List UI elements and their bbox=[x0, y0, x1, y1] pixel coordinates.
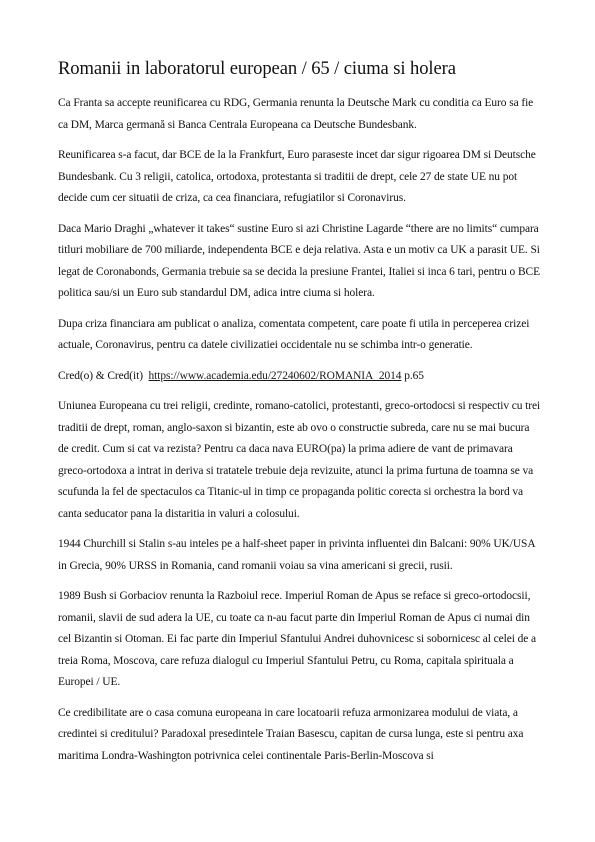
paragraph: Ca Franta sa accepte reunificarea cu RDG, Germania renunta la Deutsche Mark cu conditia ca Euro sa fie ca DM, Marca germană si Banca Centrala Europeana ca Deutsche Bundesbank. bbox=[58, 97, 534, 131]
paragraph: Daca Mario Draghi „whatever it takes“ sustine Euro si azi Christine Lagarde “there are no limits“ cumpara titluri mobiliare de 700 miliarde, independenta BCE e deja relativa. Asta e un motiv ca UK a parasit UE. Si legat de Coronabonds, Germania trebuie sa se decida la presiune Frantei, Italiei si inca 6 tari, pentru o BCE politica sau/si un Euro sub standardul DM, adica intre ciuma si holera. bbox=[58, 222, 540, 299]
reference-link[interactable]: https://www.academia.edu/27240602/ROMANIA_2014 bbox=[148, 369, 402, 382]
document-body bbox=[58, 93, 542, 776]
paragraph: 1944 Churchill si Stalin s-au inteles pe a half-sheet paper in privinta influentei din Balcani: 90% UK/USA in Grecia, 90% URSS in Romania, cand romanii voiau sa vina americani si grecii, rusii. bbox=[58, 538, 535, 572]
paragraph: Reunificarea s-a facut, dar BCE de la la Frankfurt, Euro paraseste incet dar sigur rigoarea DM si Deutsche Bundesbank. Cu 3 religii, catolica, ortodoxa, protestanta si traditii de drept, cele 27 de state UE nu pot decide cum cer situatii de criza, ca cea financiara, refugiatilor si Coronavirus. bbox=[58, 149, 536, 204]
page-title: Romanii in laboratorul european / 65 / ciuma si holera bbox=[58, 58, 456, 79]
paragraph: Uniunea Europeana cu trei religii, credinte, romano-catolici, protestanti, greco-ortodocsi si respectiv cu trei traditii de drept, roman, anglo-saxon si bizantin, este ab ovo o constructie subreda, care nu se mai bucura de credit. Cum si cat va rezista? Pentru ca daca nava EURO(pa) la prima adiere de vant de primavara greco-ortodoxa a intrat in deriva si tratatele trebuie deja revizuite, atunci la prima furtuna de toamna se va scufunda la fel de spectaculos ca Titanic-ul in timp ce propaganda politic corecta si orchestra la bord va canta seducator pana la distaritia in valuri a colosului. bbox=[58, 400, 541, 520]
reference-suffix: p.65 bbox=[404, 369, 424, 382]
paragraph: 1989 Bush si Gorbaciov renunta la Razboiul rece. Imperiul Roman de Apus se reface si greco-ortodocsii, romanii, slavii de sud adera la UE, cu toate ca n-au facut parte din Imperiul Roman de Apus ci numai din cel Bizantin si Otoman. Ei fac parte din Imperiul Sfantului Andrei duhovnicesc si sobornicesc al celei de a treia Roma, Moscova, care refuza dialogul cu Imperiul Sfantului Petru, cu Roma, capitala spirituala a Europei / UE. bbox=[58, 590, 537, 688]
reference-line bbox=[58, 366, 542, 388]
paragraph: Dupa criza financiara am publicat o analiza, comentata competent, care poate fi utila in perceperea crizei actuale, Coronavirus, pentru ca datele civilizatiei occidentale nu se schimba intr-o generatie. bbox=[58, 317, 530, 351]
reference-prefix: Cred(o) & Cred(it) bbox=[58, 369, 143, 382]
paragraph: Ce credibilitate are o casa comuna europeana in care locatoarii refuza armonizarea modului de viata, a credintei si creditului? Paradoxal presedintele Traian Basescu, capitan de cursa lunga, este si pentru axa maritima Londra-Washington potrivnica celei continentale Paris-Berlin-Moscova si bbox=[58, 706, 524, 762]
